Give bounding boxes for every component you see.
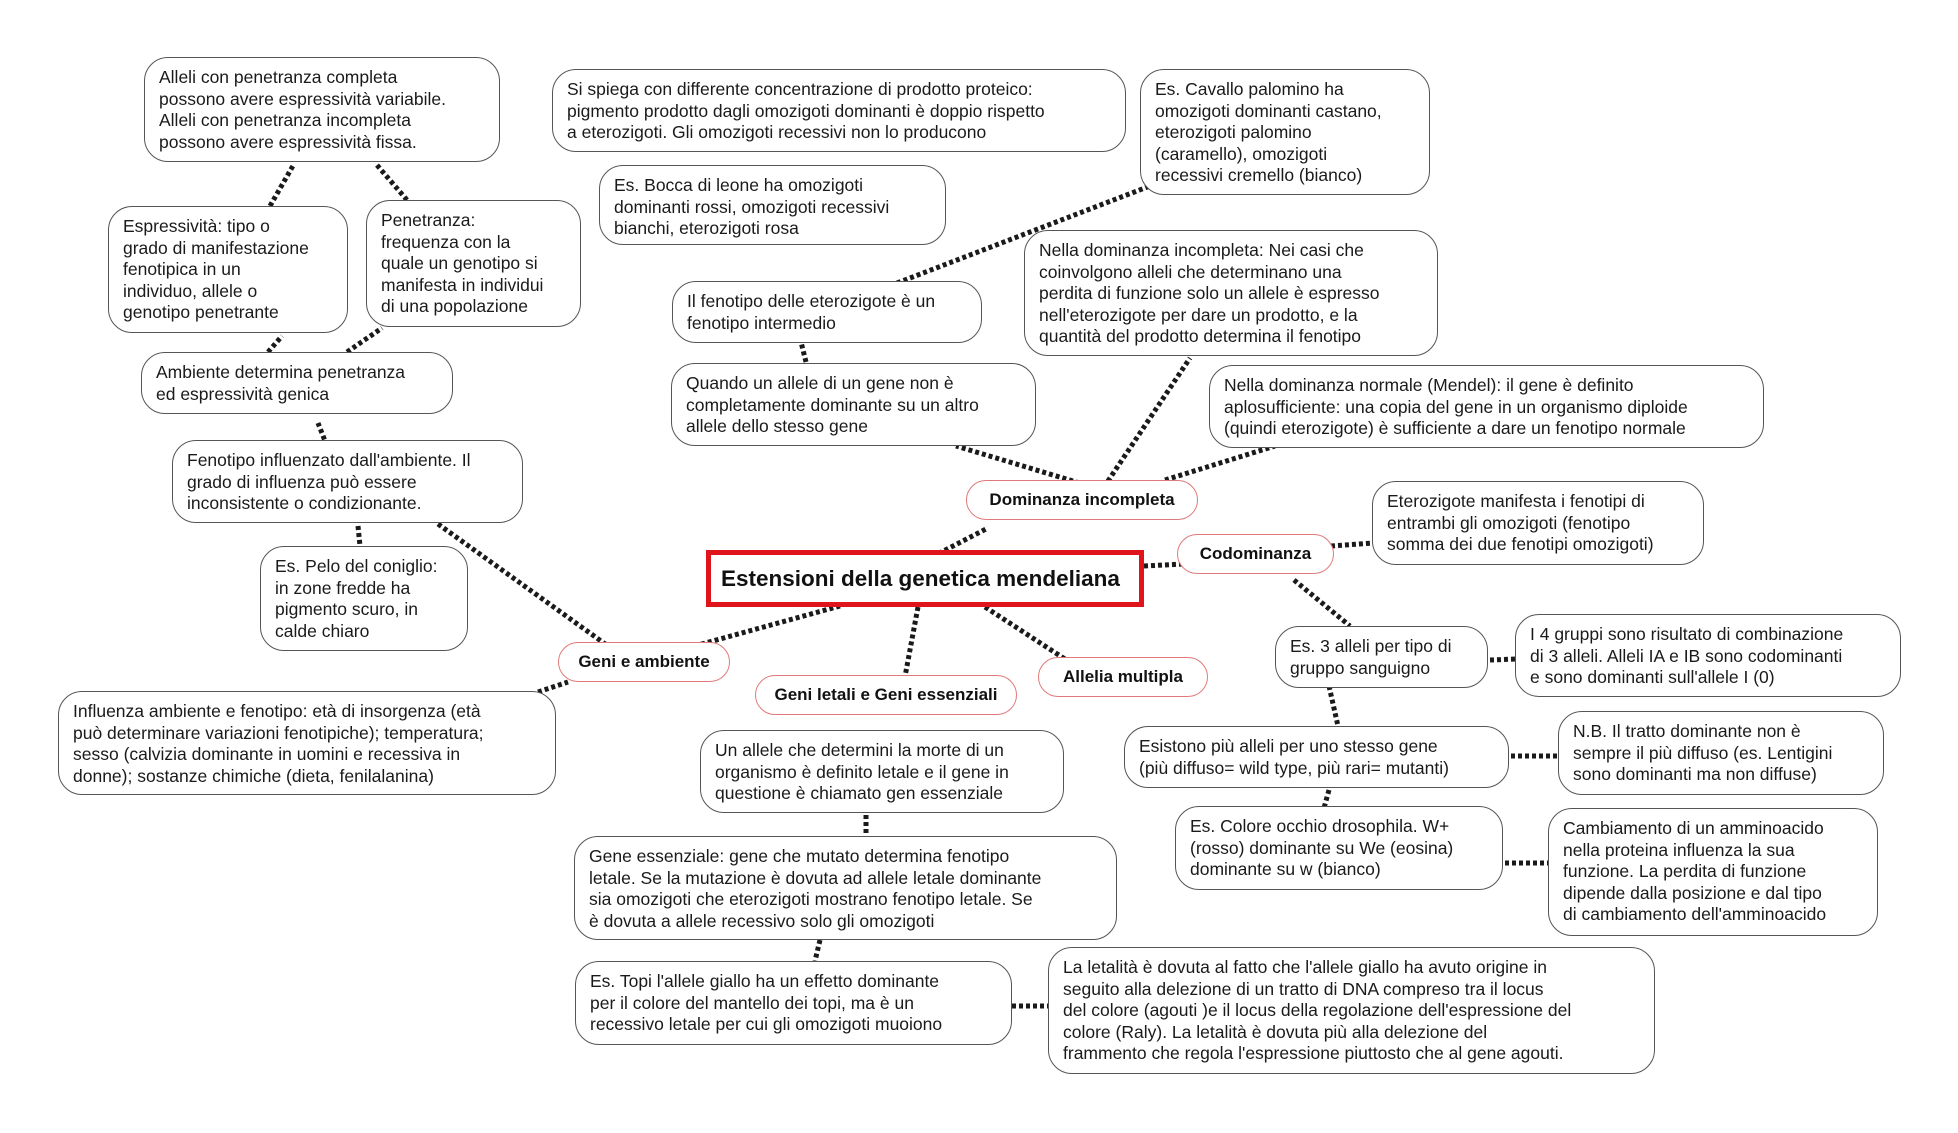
connector-line bbox=[1294, 580, 1350, 626]
topic-allelia-multipla: Allelia multipla bbox=[1038, 657, 1208, 697]
topic-codominanza: Codominanza bbox=[1177, 534, 1334, 574]
central-title: Estensioni della genetica mendeliana bbox=[706, 550, 1144, 607]
connector-line bbox=[268, 336, 282, 352]
node-dominanza-normale: Nella dominanza normale (Mendel): il gene è definito aplosufficiente: una copia del gene in un organismo diploide (quindi eterozigote) è sufficiente a dare un fenotipo normale bbox=[1209, 365, 1764, 448]
connector-line bbox=[1331, 543, 1373, 546]
node-espressivita: Espressività: tipo o grado di manifestazione fenotipica in un individuo, allele o genotipo penetrante bbox=[108, 206, 348, 333]
topic-geni-letali: Geni letali e Geni essenziali bbox=[755, 675, 1017, 715]
node-gene-essenziale: Gene essenziale: gene che mutato determina fenotipo letale. Se la mutazione è dovuta ad allele letale dominante sia omozigoti che eterozigoti mostrano fenotipo letale. Se è dovuta a allele recessivo solo gli omozigoti bbox=[574, 836, 1117, 940]
node-penetranza: Penetranza: frequenza con la quale un genotipo si manifesta in individui di una popolazione bbox=[366, 200, 581, 327]
connector-line bbox=[1165, 446, 1275, 480]
node-cavallo: Es. Cavallo palomino ha omozigoti dominanti castano, eterozigoti palomino (caramello), omozigoti recessivi cremello (bianco) bbox=[1140, 69, 1430, 195]
connector-line bbox=[985, 607, 1068, 661]
connector-line bbox=[538, 682, 568, 692]
node-pelo-coniglio: Es. Pelo del coniglio: in zone fredde ha pigmento scuro, in calde chiaro bbox=[260, 546, 468, 651]
connector-line bbox=[376, 164, 407, 200]
connector-line bbox=[1490, 659, 1516, 660]
connector-line bbox=[815, 940, 820, 961]
topic-geni-ambiente: Geni e ambiente bbox=[558, 642, 730, 682]
connector-line bbox=[1104, 358, 1190, 487]
node-eterozigote-codominanza: Eterozigote manifesta i fenotipi di entrambi gli omozigoti (fenotipo somma dei due fenotipi omozigoti) bbox=[1372, 481, 1704, 565]
node-drosophila: Es. Colore occhio drosophila. W+ (rosso) dominante su We (eosina) dominante su w (bianco) bbox=[1175, 806, 1503, 890]
node-fenotipo-ambiente: Fenotipo influenzato dall'ambiente. Il grado di influenza può essere inconsistente o condizionante. bbox=[172, 440, 523, 523]
node-amminoacido: Cambiamento di un amminoacido nella proteina influenza la sua funzione. La perdita di funzione dipende dalla posizione e dal tipo di cambiamento dell'amminoacido bbox=[1548, 808, 1878, 936]
node-penetranza-completa: Alleli con penetranza completa possono avere espressività variabile. Alleli con penetranza incompleta possono avere espressività fissa. bbox=[144, 57, 500, 162]
node-piu-alleli: Esistono più alleli per uno stesso gene (più diffuso= wild type, più rari= mutanti) bbox=[1124, 726, 1509, 788]
node-tratto-dominante: N.B. Il tratto dominante non è sempre il più diffuso (es. Lentigini sono dominanti ma non diffuse) bbox=[1558, 711, 1884, 795]
connector-line bbox=[358, 526, 360, 546]
node-ambiente-penetranza: Ambiente determina penetranza ed espressività genica bbox=[141, 352, 453, 414]
topic-dominanza-incompleta: Dominanza incompleta bbox=[966, 480, 1198, 520]
node-gruppi-combinazione: I 4 gruppi sono risultato di combinazione di 3 alleli. Alleli IA e IB sono codominanti e sono dominanti sull'allele I (0) bbox=[1515, 614, 1901, 697]
node-gruppo-sanguigno: Es. 3 alleli per tipo di gruppo sanguigno bbox=[1275, 626, 1488, 688]
node-influenza-ambiente: Influenza ambiente e fenotipo: età di insorgenza (età può determinare variazioni fenotipiche); temperatura; sesso (calvizia dominante in uomini e recessiva in donne); sostanze chimiche (dieta, fenilalanina) bbox=[58, 691, 556, 795]
connector-line bbox=[347, 328, 382, 352]
connector-line bbox=[1329, 686, 1338, 726]
node-topi: Es. Topi l'allele giallo ha un effetto dominante per il colore del mantello dei topi, ma è un recessivo letale per cui gli omozigoti muoiono bbox=[575, 961, 1012, 1045]
node-allele-letale: Un allele che determini la morte di un organismo è definito letale e il gene in questione è chiamato gen essenziale bbox=[700, 730, 1064, 813]
node-concentrazione: Si spiega con differente concentrazione di prodotto proteico: pigmento prodotto dagli omozigoti dominanti è doppio rispetto a eterozigoti. Gli omozigoti recessivi non lo producono bbox=[552, 69, 1126, 152]
node-bocca-leone: Es. Bocca di leone ha omozigoti dominanti rossi, omozigoti recessivi bianchi, eterozigoti rosa bbox=[599, 165, 946, 245]
connector-line bbox=[904, 607, 918, 682]
node-fenotipo-intermedio: Il fenotipo delle eterozigote è un fenotipo intermedio bbox=[672, 281, 982, 343]
node-perdita-funzione: Nella dominanza incompleta: Nei casi che coinvolgono alleli che determinano una perdita di funzione solo un allele è espresso nell'eterozigote per dare un prodotto, e la quantità del prodotto determina il fenotipo bbox=[1024, 230, 1438, 356]
node-allele-non-dominante: Quando un allele di un gene non è completamente dominante su un altro allele dello stesso gene bbox=[671, 363, 1036, 446]
connector-line bbox=[270, 164, 294, 206]
node-letalita: La letalità è dovuta al fatto che l'allele giallo ha avuto origine in seguito alla delezione di un tratto di DNA compreso tra il locus del colore (agouti )e il locus della regolazione dell'espressione del colore (Raly). La letalità è dovuta più alla delezione del frammento che regola l'espressione piuttosto che al gene agouti. bbox=[1048, 947, 1655, 1074]
connector-line bbox=[1144, 564, 1184, 566]
